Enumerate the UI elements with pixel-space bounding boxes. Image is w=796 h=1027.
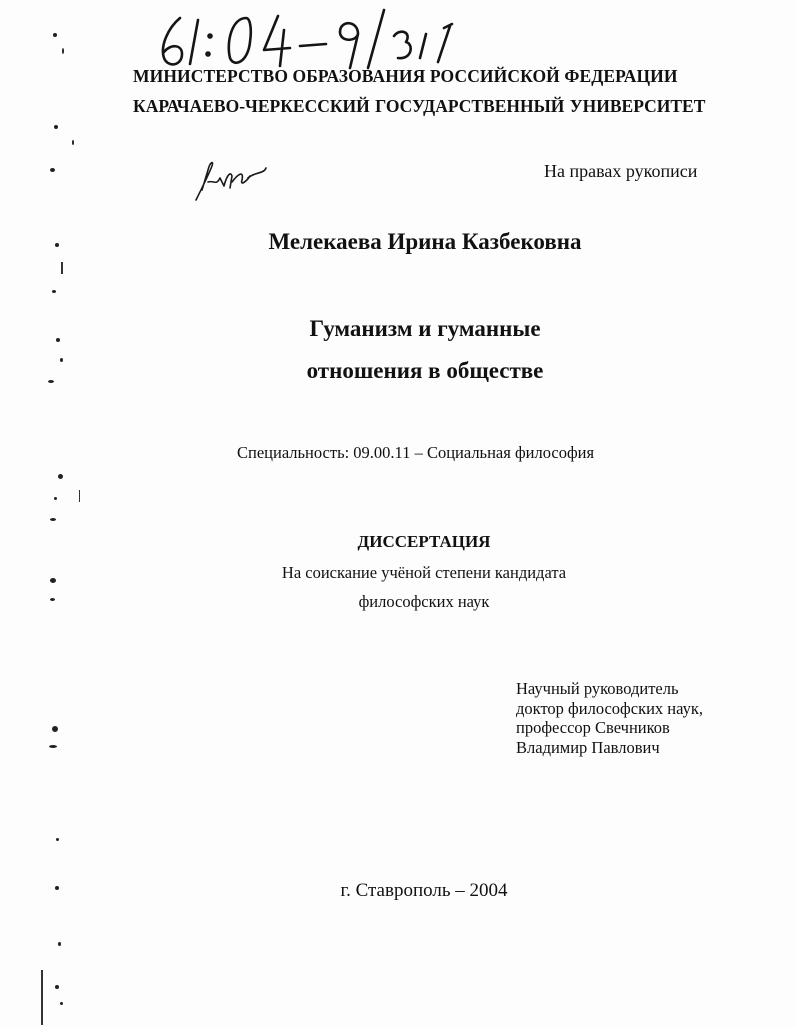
supervisor-title-surname: профессор Свечников	[516, 718, 670, 737]
degree-line-1: На соискание учёной степени кандидата	[281, 563, 567, 582]
city-year: г. Ставрополь – 2004	[340, 880, 508, 901]
handwritten-archive-number	[150, 6, 480, 72]
university-heading: КАРАЧАЕВО-ЧЕРКЕССКИЙ ГОСУДАРСТВЕННЫЙ УНИВЕРСИТЕТ	[133, 96, 706, 116]
ministry-heading: МИНИСТЕРСТВО ОБРАЗОВАНИЯ РОССИЙСКОЙ ФЕДЕРАЦИИ	[133, 66, 678, 86]
signature-icon	[186, 156, 276, 206]
supervisor-degree: доктор философских наук,	[516, 698, 703, 718]
supervisor-role: Научный руководитель	[516, 679, 679, 698]
dissertation-title-line-2: отношения в обществе	[306, 358, 544, 383]
degree-line-2: философских наук	[358, 592, 490, 611]
supervisor-block	[516, 679, 703, 757]
specialty-line: Специальность: 09.00.11 – Социальная философия	[237, 443, 595, 462]
handwritten-number-drawing	[150, 6, 480, 72]
document-type-heading: ДИССЕРТАЦИЯ	[357, 532, 491, 551]
rights-note: На правах рукописи	[544, 161, 698, 181]
dissertation-title-line-1: Гуманизм и гуманные	[309, 316, 541, 341]
supervisor-first-names: Владимир Павлович	[516, 737, 660, 757]
author-name: Мелекаева Ирина Казбековна	[268, 229, 582, 254]
